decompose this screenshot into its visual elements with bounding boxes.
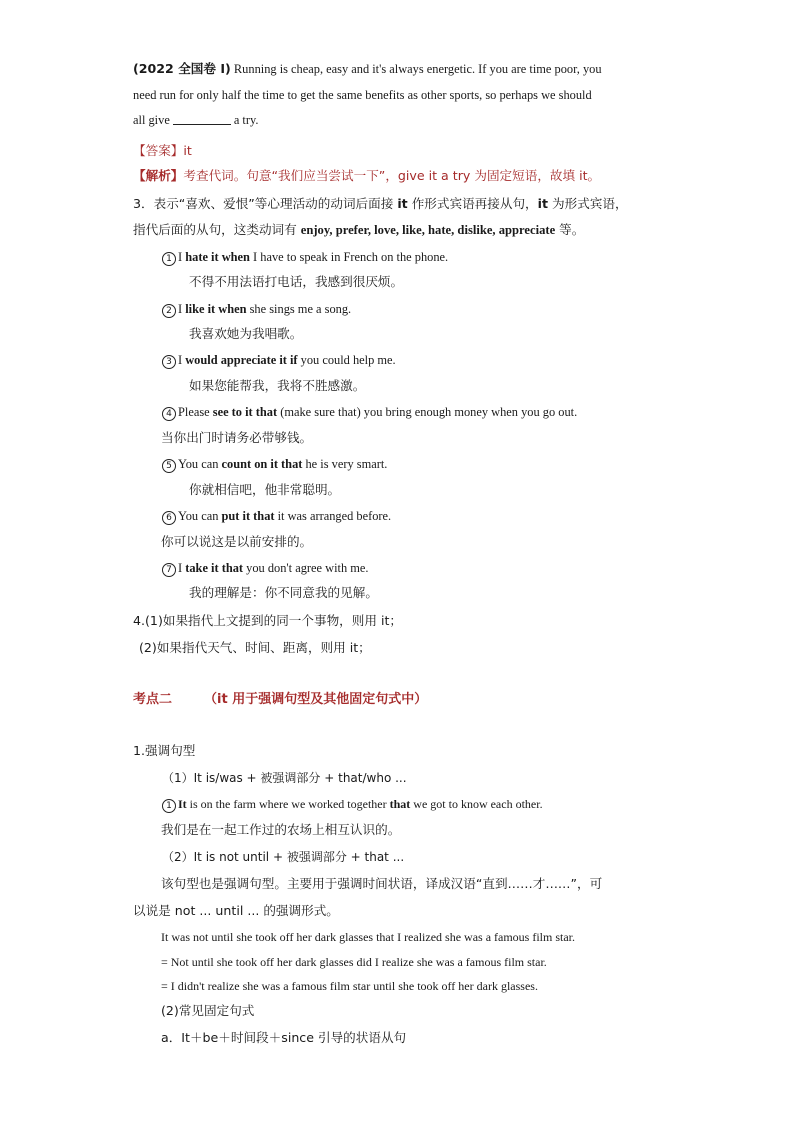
question-text-3b: a try. — [233, 113, 259, 127]
example-3-cn: 如果您能帮我，我将不胜感激。 — [189, 378, 366, 393]
emphasis-bold-it: It — [178, 797, 187, 811]
emphasis-desc-2: 以说是 not ... until ... 的强调形式。 — [133, 903, 339, 918]
example-6-cn: 你可以说这是以前安排的。 — [161, 534, 313, 549]
example-3-en — [162, 352, 396, 369]
analysis-line — [133, 168, 600, 184]
example-bold: see to it that — [212, 405, 278, 419]
example-bold: count on it that — [221, 457, 303, 471]
example-bold: take it that — [185, 561, 244, 575]
example-2-cn: 我喜欢她为我唱歌。 — [189, 326, 303, 341]
example-pre: You can — [178, 457, 222, 471]
question-line-3 — [133, 112, 258, 128]
emphasis-sentence-3: = I didn't realize she was a famous film star until she took off her dark glasses. — [161, 979, 538, 993]
fixed-heading: (2)常见固定句式 — [161, 1003, 255, 1018]
rule3-it-2: it — [537, 196, 548, 211]
example-pre: Please — [178, 405, 213, 419]
rule3-line-2 — [133, 222, 584, 238]
question-text-1: Running is cheap, easy and it's always energetic. If you are time poor, you — [230, 62, 602, 76]
emphasis-example-1-cn: 我们是在一起工作过的农场上相互认识的。 — [161, 822, 401, 837]
answer-line — [133, 143, 192, 159]
rule3-verbs: enjoy, prefer, love, like, hate, dislike, appreciate — [300, 223, 556, 237]
fixed-pattern-a: a．It＋be＋时间段＋since 引导的状语从句 — [161, 1030, 407, 1045]
rule3-text-a: 3．表示“喜欢、爱恨”等心理活动的动词后面接 — [133, 196, 398, 211]
emphasis-pattern-1: （1）It is/was + 被强调部分 + that/who ... — [162, 771, 407, 785]
example-1-cn: 不得不用法语打电话，我感到很厌烦。 — [189, 274, 404, 289]
example-2-en — [162, 301, 351, 318]
example-post: he is very smart. — [302, 457, 388, 471]
circled-number: 3 — [162, 355, 176, 369]
example-post: (make sure that) you bring enough money when you go out. — [277, 405, 578, 419]
example-post: I have to speak in French on the phone. — [249, 250, 449, 264]
example-pre: I — [178, 302, 186, 316]
example-post: you don't agree with me. — [243, 561, 369, 575]
example-1-en — [162, 249, 448, 266]
section2-subtitle: （it 用于强调句型及其他固定句式中） — [204, 692, 428, 707]
example-bold: like it when — [185, 302, 247, 316]
circled-number: 5 — [162, 459, 176, 473]
emphasis-desc-1: 该句型也是强调句型。主要用于强调时间状语，译成汉语“直到……才……”，可 — [161, 876, 603, 891]
section2-heading — [133, 691, 427, 708]
example-pre: You can — [178, 509, 222, 523]
example-7-en — [162, 560, 368, 577]
question-source: (2022 全国卷 I) — [133, 61, 231, 76]
example-bold: would appreciate it if — [185, 353, 298, 367]
circled-number: 6 — [162, 511, 176, 525]
emphasis-post: we got to know each other. — [410, 797, 543, 811]
question-text-3a: all give — [133, 113, 170, 127]
emphasis-sentence-2: = Not until she took off her dark glasses did I realize she was a famous film star. — [161, 955, 547, 969]
example-bold: put it that — [221, 509, 275, 523]
rule3-text-c: 作形式宾语再接从句， — [407, 196, 538, 211]
example-pre: I — [178, 353, 186, 367]
emphasis-heading: 1.强调句型 — [133, 743, 196, 758]
emphasis-mid: is on the farm where we worked together — [186, 797, 390, 811]
section2-title: 考点二 — [133, 692, 173, 707]
rule3-text-2a: 指代后面的从句，这类动词有 — [133, 222, 301, 237]
rule3-text-e: 为形式宾语， — [548, 196, 628, 211]
example-post: she sings me a song. — [246, 302, 352, 316]
example-7-cn: 我的理解是：你不同意我的见解。 — [189, 585, 378, 600]
example-post: it was arranged before. — [274, 509, 392, 523]
circled-number: 4 — [162, 407, 176, 421]
rule4-line-1: 4.(1)如果指代上文提到的同一个事物，则用 it； — [133, 613, 402, 628]
example-bold: hate it when — [185, 250, 250, 264]
rule3-line-1 — [133, 196, 628, 212]
example-4-en — [162, 404, 577, 421]
circled-number: 2 — [162, 304, 176, 318]
emphasis-sentence-1: It was not until she took off her dark glasses that I realized she was a famous film star. — [161, 930, 576, 944]
example-5-cn: 你就相信吧，他非常聪明。 — [189, 482, 341, 497]
circled-number: 1 — [162, 799, 176, 813]
answer-label: 【答案】 — [133, 143, 184, 158]
emphasis-example-1 — [162, 796, 543, 813]
analysis-label: 【解析】 — [133, 168, 184, 183]
question-line-2: need run for only half the time to get the same benefits as other sports, so perhaps we should — [133, 88, 592, 102]
emphasis-pattern-2: （2）It is not until + 被强调部分 + that ... — [162, 850, 405, 864]
example-4-cn: 当你出门时请务必带够钱。 — [161, 430, 313, 445]
answer-value: it — [183, 143, 192, 158]
example-6-en — [162, 508, 391, 525]
answer-blank — [173, 113, 231, 125]
example-pre: I — [178, 250, 186, 264]
example-post: you could help me. — [297, 353, 396, 367]
circled-number: 7 — [162, 563, 176, 577]
analysis-text: 考查代词。句意“我们应当尝试一下”，give it a try 为固定短语，故填 it。 — [183, 168, 601, 183]
example-pre: I — [178, 561, 186, 575]
example-5-en — [162, 456, 387, 473]
rule4-line-2: (2)如果指代天气、时间、距离，则用 it； — [139, 640, 371, 655]
question-line-1 — [133, 61, 602, 77]
rule3-text-2c: 等。 — [555, 222, 585, 237]
circled-number: 1 — [162, 252, 176, 266]
emphasis-bold-that: that — [389, 797, 411, 811]
rule3-it-1: it — [397, 196, 408, 211]
